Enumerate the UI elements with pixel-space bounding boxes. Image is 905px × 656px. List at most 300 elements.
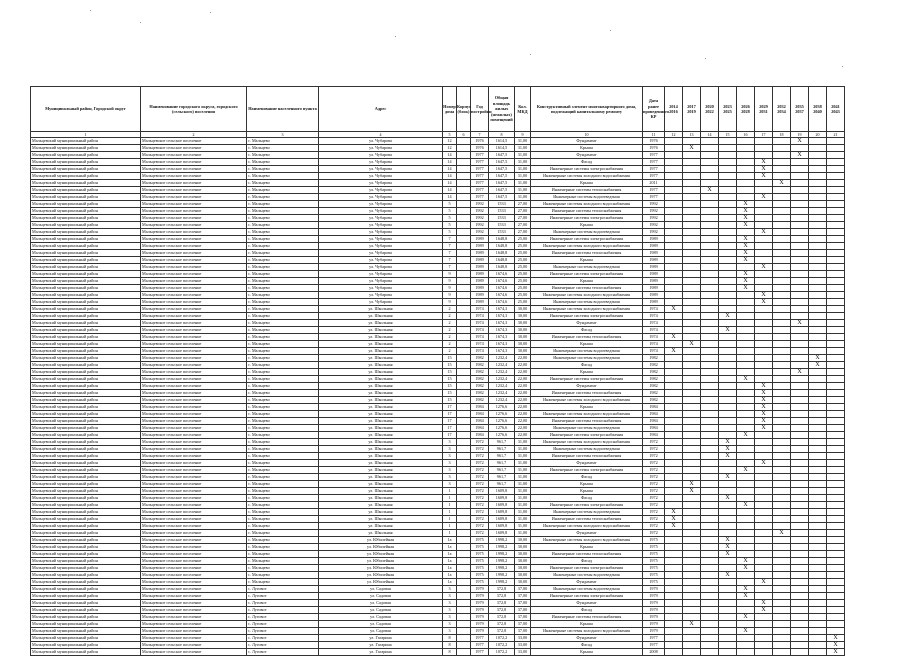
element-cell: Инженерные системы водоотведения (531, 446, 643, 453)
count-cell: 31,00 (515, 509, 531, 516)
building-cell (457, 250, 471, 257)
build-year-cell: 1992 (471, 229, 489, 236)
period-cell: X (737, 285, 755, 292)
period-cell (683, 446, 701, 453)
period-cell: X (755, 579, 773, 586)
period-cell (791, 313, 809, 320)
period-cell: X (737, 201, 755, 208)
element-cell: Инженерные системы водоотведения (531, 348, 643, 355)
area-cell: 961,7 (489, 460, 515, 467)
district-cell: Мальцевский муниципальный район (31, 586, 141, 593)
locality-cell: с. Мальцево (247, 306, 319, 313)
last-repair-date-cell: 1977 (643, 635, 665, 642)
build-year-cell: 1975 (471, 558, 489, 565)
building-cell (457, 236, 471, 243)
count-cell: 33,00 (515, 642, 531, 649)
period-cell (809, 495, 827, 502)
column-number: 11 (643, 132, 665, 138)
build-year-cell: 1984 (471, 418, 489, 425)
period-cell (665, 460, 683, 467)
settlement-cell: Мальцевское сельское поселение (141, 180, 247, 187)
element-cell: Инженерные системы электроснабжения (531, 236, 643, 243)
period-cell (683, 229, 701, 236)
table-row (31, 208, 845, 215)
element-cell: Инженерные системы теплоснабжения (531, 551, 643, 558)
last-repair-date-cell: 1979 (643, 628, 665, 635)
settlement-cell: Мальцевское сельское поселение (141, 579, 247, 586)
element-cell: Инженерные системы электроснабжения (531, 432, 643, 439)
period-cell (827, 236, 845, 243)
building-cell (457, 208, 471, 215)
column-header: 2041 2043 (827, 87, 845, 132)
locality-cell: с. Мальцево (247, 404, 319, 411)
period-cell: X (701, 187, 719, 194)
locality-cell: с. Мальцево (247, 488, 319, 495)
period-cell (737, 649, 755, 656)
last-repair-date-cell: 1992 (643, 229, 665, 236)
house-number-cell: 3 (443, 460, 457, 467)
element-cell: Инженерные системы холодного водоснабжения (531, 523, 643, 530)
count-cell: 22,00 (515, 418, 531, 425)
table-row (31, 313, 845, 320)
period-cell (827, 138, 845, 145)
count-cell: 25,00 (515, 299, 531, 306)
period-cell: X (791, 369, 809, 376)
period-cell (809, 271, 827, 278)
period-cell (773, 537, 791, 544)
period-cell (665, 425, 683, 432)
building-cell (457, 257, 471, 264)
building-cell (457, 341, 471, 348)
period-cell: X (755, 607, 773, 614)
period-cell (737, 362, 755, 369)
period-cell (755, 558, 773, 565)
period-cell (773, 208, 791, 215)
period-cell: X (827, 649, 845, 656)
column-header: 2026 2028 (737, 87, 755, 132)
house-number-cell: 14 (443, 173, 457, 180)
period-cell (809, 523, 827, 530)
count-cell: 25,00 (515, 236, 531, 243)
locality-cell: с. Луговое (247, 593, 319, 600)
district-cell: Мальцевский муниципальный район (31, 362, 141, 369)
house-number-cell: 1 (443, 516, 457, 523)
period-cell (701, 159, 719, 166)
house-number-cell: 1 (443, 502, 457, 509)
period-cell (773, 390, 791, 397)
build-year-cell: 1977 (471, 187, 489, 194)
period-cell (737, 404, 755, 411)
locality-cell: с. Мальцево (247, 551, 319, 558)
period-cell (665, 362, 683, 369)
build-year-cell: 1989 (471, 271, 489, 278)
period-cell (665, 628, 683, 635)
period-cell: X (737, 376, 755, 383)
building-cell (457, 642, 471, 649)
period-cell (737, 425, 755, 432)
house-number-cell: 3 (443, 614, 457, 621)
period-cell (683, 173, 701, 180)
building-cell (457, 551, 471, 558)
settlement-cell: Мальцевское сельское поселение (141, 488, 247, 495)
address-cell: ул. Чубарова (319, 229, 443, 236)
count-cell: 25,00 (515, 250, 531, 257)
count-cell: 31,00 (515, 166, 531, 173)
address-cell: ул. Школьная (319, 341, 443, 348)
period-cell (665, 649, 683, 656)
locality-cell: с. Мальцево (247, 250, 319, 257)
period-cell (683, 390, 701, 397)
period-cell (665, 593, 683, 600)
period-cell (683, 551, 701, 558)
count-cell: 31,00 (515, 439, 531, 446)
address-cell: ул. Школьная (319, 516, 443, 523)
period-cell (737, 453, 755, 460)
area-cell: 372,8 (489, 621, 515, 628)
period-cell: X (665, 348, 683, 355)
build-year-cell: 1982 (471, 369, 489, 376)
area-cell: 1674,3 (489, 341, 515, 348)
period-cell (809, 397, 827, 404)
area-cell: 1072,2 (489, 635, 515, 642)
period-cell (809, 572, 827, 579)
element-cell: Крыша (531, 369, 643, 376)
period-cell: X (665, 509, 683, 516)
build-year-cell: 1979 (471, 586, 489, 593)
period-cell (827, 299, 845, 306)
period-cell (719, 411, 737, 418)
period-cell (719, 607, 737, 614)
build-year-cell: 1984 (471, 411, 489, 418)
column-header: Конструктивный элемент многоквартирного дома, подлежащий капитальному ремонту (531, 87, 643, 132)
period-cell (665, 187, 683, 194)
period-cell (737, 187, 755, 194)
period-cell (737, 313, 755, 320)
settlement-cell: Мальцевское сельское поселение (141, 607, 247, 614)
district-cell: Мальцевский муниципальный район (31, 285, 141, 292)
area-cell: 1276,6 (489, 404, 515, 411)
table-row (31, 390, 845, 397)
address-cell: ул. Школьная (319, 306, 443, 313)
column-header: Корпус (блок) (457, 87, 471, 132)
period-cell (791, 425, 809, 432)
period-cell (737, 334, 755, 341)
period-cell (773, 488, 791, 495)
period-cell (701, 299, 719, 306)
count-cell: 30,00 (515, 537, 531, 544)
period-cell (737, 446, 755, 453)
period-cell (773, 194, 791, 201)
period-cell (791, 614, 809, 621)
count-cell: 31,00 (515, 488, 531, 495)
element-cell: Инженерные системы водоотведения (531, 425, 643, 432)
period-cell (737, 481, 755, 488)
build-year-cell: 1974 (471, 341, 489, 348)
settlement-cell: Мальцевское сельское поселение (141, 397, 247, 404)
column-number: 20 (809, 132, 827, 138)
district-cell: Мальцевский муниципальный район (31, 369, 141, 376)
period-cell (737, 509, 755, 516)
area-cell: 1232,4 (489, 383, 515, 390)
locality-cell: с. Мальцево (247, 173, 319, 180)
period-cell (701, 236, 719, 243)
period-cell: X (755, 397, 773, 404)
column-header: 2017 2019 (683, 87, 701, 132)
period-cell (755, 208, 773, 215)
period-cell (809, 418, 827, 425)
period-cell (665, 215, 683, 222)
period-cell (737, 355, 755, 362)
build-year-cell: 1977 (471, 649, 489, 656)
locality-cell: с. Мальцево (247, 530, 319, 537)
period-cell: X (755, 173, 773, 180)
period-cell (701, 208, 719, 215)
column-number: 9 (515, 132, 531, 138)
period-cell (809, 551, 827, 558)
table-row (31, 628, 845, 635)
last-repair-date-cell: 1982 (643, 383, 665, 390)
last-repair-date-cell: 1992 (643, 208, 665, 215)
build-year-cell: 1974 (471, 313, 489, 320)
column-number: 13 (683, 132, 701, 138)
settlement-cell: Мальцевское сельское поселение (141, 621, 247, 628)
period-cell (737, 600, 755, 607)
building-cell (457, 320, 471, 327)
period-cell (809, 565, 827, 572)
build-year-cell: 1989 (471, 299, 489, 306)
district-cell: Мальцевский муниципальный район (31, 180, 141, 187)
period-cell: X (755, 404, 773, 411)
period-cell (773, 474, 791, 481)
period-cell (665, 642, 683, 649)
period-cell: X (737, 222, 755, 229)
table-row (31, 481, 845, 488)
settlement-cell: Мальцевское сельское поселение (141, 481, 247, 488)
last-repair-date-cell: 1972 (643, 453, 665, 460)
element-cell: Инженерные системы водоотведения (531, 586, 643, 593)
period-cell: X (773, 180, 791, 187)
period-cell: X (737, 614, 755, 621)
period-cell (827, 390, 845, 397)
period-cell (665, 614, 683, 621)
count-cell: 25,00 (515, 243, 531, 250)
period-cell (809, 460, 827, 467)
last-repair-date-cell: 1979 (643, 607, 665, 614)
build-year-cell: 1977 (471, 194, 489, 201)
element-cell: Крыша (531, 341, 643, 348)
period-cell (809, 628, 827, 635)
count-cell: 30,00 (515, 579, 531, 586)
table-row (31, 369, 845, 376)
period-cell (791, 327, 809, 334)
period-cell (791, 453, 809, 460)
period-cell (809, 348, 827, 355)
last-repair-date-cell: 1979 (643, 614, 665, 621)
count-cell: 30,00 (515, 565, 531, 572)
period-cell (719, 418, 737, 425)
period-cell (827, 495, 845, 502)
locality-cell: с. Мальцево (247, 516, 319, 523)
period-cell (701, 327, 719, 334)
table-row (31, 243, 845, 250)
period-cell: X (809, 362, 827, 369)
period-cell (809, 439, 827, 446)
period-cell (791, 166, 809, 173)
build-year-cell: 1989 (471, 250, 489, 257)
house-number-cell: 1а (443, 565, 457, 572)
address-cell: ул. Садовая (319, 614, 443, 621)
period-cell (665, 257, 683, 264)
period-cell (701, 355, 719, 362)
period-cell (809, 278, 827, 285)
period-cell (791, 278, 809, 285)
address-cell: ул. Чубарова (319, 236, 443, 243)
period-cell: X (791, 152, 809, 159)
count-cell: 31,00 (515, 152, 531, 159)
count-cell: 31,00 (515, 523, 531, 530)
settlement-cell: Мальцевское сельское поселение (141, 194, 247, 201)
period-cell (791, 397, 809, 404)
locality-cell: с. Мальцево (247, 327, 319, 334)
last-repair-date-cell: 1989 (643, 278, 665, 285)
period-cell (719, 362, 737, 369)
period-cell (791, 439, 809, 446)
period-cell (773, 572, 791, 579)
district-cell: Мальцевский муниципальный район (31, 222, 141, 229)
table-row (31, 642, 845, 649)
period-cell (809, 208, 827, 215)
period-cell: X (755, 418, 773, 425)
period-cell (773, 138, 791, 145)
period-cell (665, 446, 683, 453)
period-cell (809, 229, 827, 236)
period-cell (683, 334, 701, 341)
address-cell: ул. Чубарова (319, 222, 443, 229)
column-header: Наименование городского округа, городского (сельского) поселения (141, 87, 247, 132)
period-cell (737, 166, 755, 173)
address-cell: ул. Гагарина (319, 635, 443, 642)
building-cell (457, 327, 471, 334)
period-cell (755, 586, 773, 593)
last-repair-date-cell: 1977 (643, 642, 665, 649)
element-cell: Фундамент (531, 383, 643, 390)
period-cell (701, 376, 719, 383)
period-cell (773, 341, 791, 348)
period-cell (773, 460, 791, 467)
element-cell: Инженерные системы теплоснабжения (531, 208, 643, 215)
period-cell (755, 201, 773, 208)
last-repair-date-cell: 1974 (643, 313, 665, 320)
period-cell (665, 250, 683, 257)
period-cell (683, 460, 701, 467)
period-cell (701, 495, 719, 502)
period-cell (773, 586, 791, 593)
period-cell (683, 285, 701, 292)
district-cell: Мальцевский муниципальный район (31, 236, 141, 243)
period-cell (809, 194, 827, 201)
period-cell (683, 264, 701, 271)
area-cell: 961,7 (489, 467, 515, 474)
address-cell: ул. Чубарова (319, 145, 443, 152)
district-cell: Мальцевский муниципальный район (31, 327, 141, 334)
area-cell: 1998,2 (489, 558, 515, 565)
count-cell: 31,00 (515, 453, 531, 460)
period-cell (791, 145, 809, 152)
building-cell (457, 558, 471, 565)
schedule-table (30, 86, 845, 656)
building-cell (457, 159, 471, 166)
period-cell (665, 411, 683, 418)
house-number-cell: 5 (443, 208, 457, 215)
period-cell (827, 502, 845, 509)
period-cell (773, 348, 791, 355)
period-cell (809, 621, 827, 628)
period-cell (701, 257, 719, 264)
house-number-cell: 1а (443, 551, 457, 558)
locality-cell: с. Мальцево (247, 236, 319, 243)
period-cell (683, 453, 701, 460)
house-number-cell: 7 (443, 264, 457, 271)
period-cell (755, 495, 773, 502)
period-cell (665, 551, 683, 558)
period-cell (665, 292, 683, 299)
period-cell (755, 642, 773, 649)
period-cell (827, 271, 845, 278)
period-cell (683, 243, 701, 250)
last-repair-date-cell: 1982 (643, 369, 665, 376)
period-cell (809, 509, 827, 516)
period-cell (665, 145, 683, 152)
locality-cell: с. Мальцево (247, 278, 319, 285)
period-cell: X (773, 530, 791, 537)
last-repair-date-cell: 1975 (643, 572, 665, 579)
element-cell: Инженерные системы холодного водоснабжения (531, 439, 643, 446)
table-row (31, 194, 845, 201)
building-cell (457, 355, 471, 362)
district-cell: Мальцевский муниципальный район (31, 376, 141, 383)
period-cell (773, 292, 791, 299)
house-number-cell: 17 (443, 404, 457, 411)
count-cell: 33,00 (515, 649, 531, 656)
period-cell (773, 579, 791, 586)
address-cell: ул. Юбилейная (319, 579, 443, 586)
locality-cell: с. Луговое (247, 628, 319, 635)
period-cell (683, 355, 701, 362)
table-row (31, 278, 845, 285)
last-repair-date-cell: 1972 (643, 474, 665, 481)
period-cell (791, 180, 809, 187)
period-cell (809, 306, 827, 313)
period-cell (701, 481, 719, 488)
period-cell (683, 544, 701, 551)
period-cell (791, 250, 809, 257)
period-cell (665, 600, 683, 607)
column-number: 2 (141, 132, 247, 138)
period-cell (719, 201, 737, 208)
table-row (31, 159, 845, 166)
last-repair-date-cell: 1982 (643, 355, 665, 362)
settlement-cell: Мальцевское сельское поселение (141, 628, 247, 635)
period-cell (809, 488, 827, 495)
period-cell (809, 250, 827, 257)
period-cell (809, 425, 827, 432)
period-cell (701, 467, 719, 474)
settlement-cell: Мальцевское сельское поселение (141, 425, 247, 432)
period-cell (791, 474, 809, 481)
build-year-cell: 1976 (471, 138, 489, 145)
element-cell: Крыша (531, 278, 643, 285)
locality-cell: с. Мальцево (247, 292, 319, 299)
